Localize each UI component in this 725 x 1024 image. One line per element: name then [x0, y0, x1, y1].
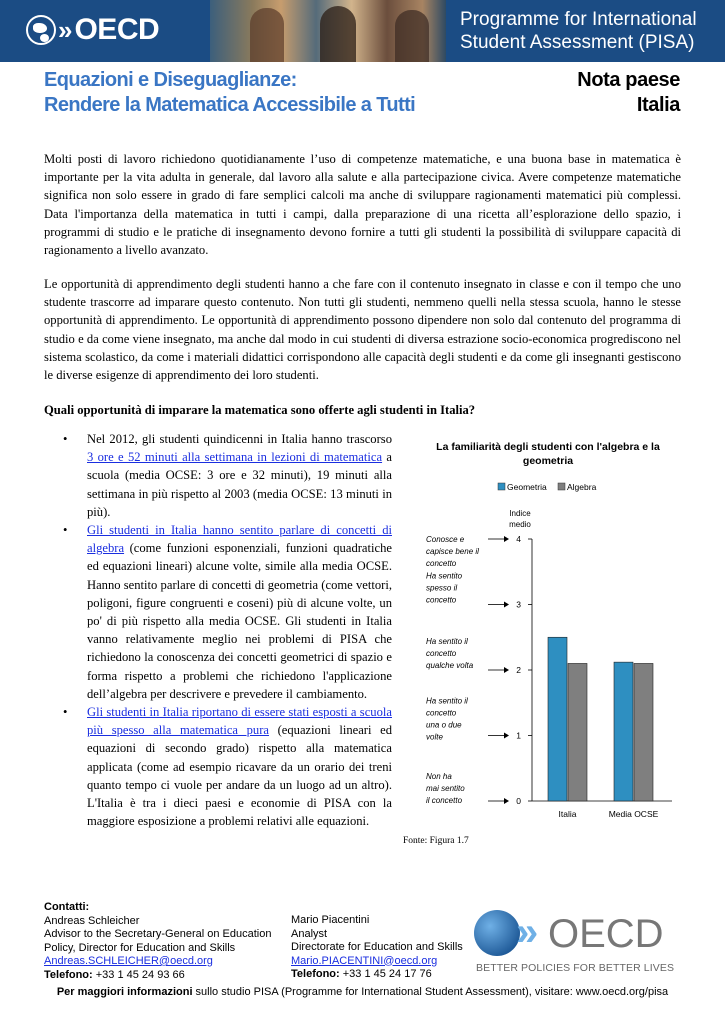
bar-geometria-0 [548, 637, 567, 801]
level-arrow-head [504, 536, 509, 542]
contact-role: Policy, Director for Education and Skills [44, 941, 236, 954]
level-label: Non ha [426, 772, 452, 781]
contact-phone: Telefono: +33 1 45 24 93 66 [44, 968, 185, 981]
contact-role: Directorate for Education and Skills [291, 941, 463, 953]
level-label: Conosce e [426, 535, 465, 544]
header-logo-text: OECD [74, 13, 160, 46]
findings-list [60, 430, 392, 830]
list-item: • Gli studenti in Italia riportano di essere stati esposti a scuola più spesso alla matematica pura (equazioni lineari ed equazioni di secondo grado) rispetto alla matematica applicata (come ad esempio ricavare da un orario dei treni quanto tempo ci vuole per andare da un luogo ad un altro). L'Italia è tra i dieci paesi e economie di PISA con la maggiore esposizione a problemi relativi alle equazioni. [60, 703, 392, 830]
chart-title: La familiarità degli studenti con l'algebra e la geometria [436, 441, 660, 467]
level-label: capisce bene il [426, 547, 479, 556]
contact-role: Analyst [291, 927, 328, 940]
oecd-header-logo[interactable] [26, 13, 159, 47]
contact-role: Advisor to the Secretary-General on Education [44, 928, 272, 940]
level-label: spesso il [426, 583, 458, 593]
level-label: concetto [426, 559, 457, 568]
country-note: Nota paese Italia [577, 69, 680, 116]
y-tick-label: 0 [516, 796, 521, 806]
lesson-time-link[interactable]: 3 ore e 52 minuti alla settimana in lezioni di matematica [87, 450, 383, 465]
contacts-label: Contatti: [44, 901, 90, 913]
algebra-concepts-link[interactable]: Gli studenti in Italia hanno sentito parlare di concetti di algebra [87, 523, 392, 556]
contact-block-2 [291, 914, 463, 982]
intro-paragraph: Molti posti di lavoro richiedono quotidianamente l’uso di competenze matematiche, e una buona base in matematica è importante per la vita adulta in generale, dal lavoro alla salute e alla partecipazione civica. Avere competenze matematiche significa non solo essere in grado di fare semplici calcoli ma anche di sviluppare ragionamenti matematici più complessi. Data l'importanza della matematica in tutti i campi, dalla preparazione di una ricetta all’esplorazione dello spazio, i programmi di studio e le pratiche di insegnamento devono fornire a tutti gli studenti la possibilità di sviluppare capacità di ragionamento a livello avanzato. [44, 152, 681, 258]
chevrons-icon: » [516, 910, 531, 954]
y-tick-label: 1 [516, 730, 521, 741]
contact-email-link[interactable]: Andreas.SCHLEICHER@oecd.org [44, 955, 213, 967]
pisa-programme-title: Programme for International Student Assessment (PISA) [460, 9, 697, 53]
level-label: una o due [426, 720, 462, 730]
section-question: Quali opportunità di imparare la matematica sono offerte agli studenti in Italia? [44, 403, 476, 417]
bar-algebra-0 [568, 663, 587, 801]
level-label: Ha sentito [426, 571, 463, 581]
pure-math-link[interactable]: Gli studenti in Italia riportano di essere stati esposti a scuola più spesso alla matematica pura [87, 705, 392, 738]
y-tick-label: 3 [516, 599, 521, 610]
footer-tagline: BETTER POLICIES FOR BETTER LIVES [476, 962, 675, 974]
list-item: • Gli studenti in Italia hanno sentito parlare di concetti di algebra (come funzioni esponenziali, funzioni quadratiche ed equazioni lineari) alcune volte, simile alla media OCSE. Hanno sentito parlare di concetti di geometria (come vettori, poligoni, figure congruenti e coseni) più di alcune volte, un po' di più rispetto alla media OCSE. Gli studenti in Italia vanno relativamente meglio nei problemi di PISA che richiedono la conoscenza dei concetti geometrici di spazio e forma rispetto a problemi che richiedono l'applicazione dell’algebra per descrivere e prevedere il cambiamento. [60, 521, 392, 703]
legend-swatch-geometria [498, 483, 505, 490]
level-arrow-head [504, 602, 509, 608]
contact-block-1 [44, 901, 271, 982]
globe-icon [474, 910, 520, 956]
y-tick-label: 4 [516, 534, 521, 544]
level-arrow-head [504, 667, 509, 673]
x-tick-label: Italia [558, 809, 577, 819]
familiarity-bar-chart [400, 470, 680, 830]
level-label: concetto [426, 595, 457, 605]
contact-name: Andreas Schleicher [44, 914, 140, 927]
globe-icon [26, 15, 56, 45]
contact-email-link[interactable]: Mario.PIACENTINI@oecd.org [291, 954, 438, 967]
opportunity-paragraph: Le opportunità di apprendimento degli studenti hanno a che fare con il contenuto insegnato in classe e con il tempo che uno studente trascorre ad imparare questo contenuto. Non tutti gli studenti, nemmeno quelli nella stessa scuola, hanno le stesse opportunità di apprendimento. Le opportunità di apprendimento possono dipendere non solo dal contenuto del programma di studio e da come viene insegnato, ma anche dal modo in cui studenti di diversa estrazione socio-economica progrediscono nel sistema scolastico, da come i materiali didattici corrispondono alle capacità degli studenti e da come gli insegnanti gestiscono le diverse esigenze di apprendimento dei loro studenti. [44, 277, 681, 383]
footer-logo-text: OECD [548, 912, 664, 956]
legend-label: Geometria [507, 482, 547, 492]
level-label: Ha sentito il [426, 696, 468, 706]
chevrons-icon: » [58, 14, 69, 45]
chart-source: Fonte: Figura 1.7 [403, 836, 469, 846]
y-axis-title: medio [509, 520, 531, 529]
contact-phone: Telefono: +33 1 45 24 17 76 [291, 968, 432, 980]
level-label: il concetto [426, 796, 463, 805]
level-arrow-head [504, 798, 509, 804]
y-tick-label: 2 [516, 665, 521, 675]
students-photo [210, 0, 446, 62]
level-label: mai sentito [426, 784, 465, 793]
level-label: volte [426, 732, 443, 742]
level-label: concetto [426, 649, 457, 658]
level-label: qualche volta [426, 661, 474, 670]
page-title: Equazioni e Diseguaglianze: Rendere la Matematica Accessibile a Tutti [44, 69, 416, 116]
level-label: concetto [426, 708, 457, 718]
contact-name: Mario Piacentini [291, 914, 370, 926]
level-label: Ha sentito il [426, 637, 468, 646]
legend-label: Algebra [567, 482, 597, 492]
list-item: • Nel 2012, gli studenti quindicenni in Italia hanno trascorso 3 ore e 52 minuti alla settimana in lezioni di matematica a scuola (media OCSE: 3 ore e 32 minuti), 19 minuti alla settimana in più rispetto al 2003 (media OCSE: 13 minuti in più). [60, 430, 392, 521]
x-tick-label: Media OCSE [608, 809, 659, 819]
bar-algebra-1 [634, 663, 653, 801]
more-info-line: Per maggiori informazioni sullo studio PISA (Programme for International Student Assessment), visitare: www.oecd.org/pisa [56, 986, 669, 998]
legend-swatch-algebra [558, 483, 565, 490]
bar-geometria-1 [614, 662, 633, 801]
header-banner [0, 0, 725, 62]
y-axis-title: Indice [509, 509, 531, 518]
oecd-footer-logo[interactable] [472, 908, 692, 976]
level-arrow-head [504, 733, 509, 739]
